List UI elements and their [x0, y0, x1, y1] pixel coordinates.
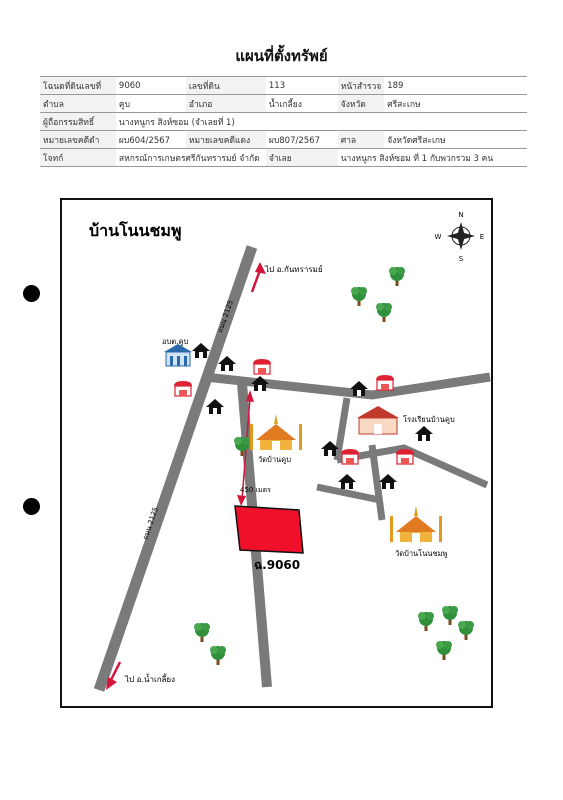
subdistrict-label: ตำบล [40, 95, 116, 113]
house-icon [192, 343, 210, 358]
shop-icon [341, 449, 359, 464]
black-case-value: ผบ604/2567 [116, 131, 186, 149]
tree-icon [436, 641, 452, 660]
defendant-label: จำเลย [266, 149, 338, 167]
survey-page-label: หน้าสำรวจ [338, 77, 384, 95]
house-icon [218, 356, 236, 371]
plaintiff-value: สหกรณ์การเกษตรศรีกันทรารมย์ จำกัด [116, 149, 266, 167]
village-name: บ้านโนนชมพู [89, 221, 182, 240]
punch-hole-upper [23, 285, 40, 302]
shop-icon [174, 381, 192, 396]
tree-icon [418, 612, 434, 631]
tree-icon [442, 606, 458, 625]
province-value: ศรีสะเกษ [384, 95, 527, 113]
plaintiff-label: โจทก์ [40, 149, 116, 167]
owner-value: นางหนูกร สิงห์ซอม (จำเลยที่ 1) [116, 113, 527, 131]
tree-icon [194, 623, 210, 642]
info-row-case [40, 131, 527, 149]
tree-icon [376, 303, 392, 322]
road-label-upper: ถนน 2125 [216, 299, 235, 334]
red-case-label: หมายเลขคดีแดง [186, 131, 266, 149]
house-icon [379, 474, 397, 489]
deed-no-label: โฉนดที่ดินเลขที่ [40, 77, 116, 95]
house-icon [338, 474, 356, 489]
info-row-location [40, 95, 527, 113]
school-icon [357, 406, 399, 434]
compass-w: W [434, 233, 442, 241]
survey-page-value: 189 [384, 77, 527, 95]
subdistrict-value: คูบ [116, 95, 186, 113]
punch-hole-lower [23, 498, 40, 515]
shop-icon [396, 449, 414, 464]
tree-icon [458, 621, 474, 640]
tree-icon [389, 267, 405, 286]
temple-nonchomphu-label: วัดบ้านโนนชมพู [395, 549, 448, 558]
tree-icon [210, 646, 226, 665]
court-value: จังหวัดศรีสะเกษ [384, 131, 527, 149]
location-map [60, 198, 493, 708]
land-no-label: เลขที่ดิน [186, 77, 266, 95]
province-label: จังหวัด [338, 95, 384, 113]
shop-icon [376, 375, 394, 390]
house-icon [206, 399, 224, 414]
sao-office-icon [164, 344, 192, 366]
district-label: อำเภอ [186, 95, 266, 113]
temple-khub-icon [250, 414, 302, 450]
property-info-table [40, 76, 527, 167]
temple-khub-label: วัดบ้านคูบ [258, 455, 291, 464]
document-title: แผนที่ตั้งทรัพย์ [235, 47, 328, 65]
black-case-label: หมายเลขคดีดำ [40, 131, 116, 149]
distance-label: 450 เมตร [240, 486, 271, 494]
land-no-value: 113 [266, 77, 338, 95]
info-row-deed [40, 77, 527, 95]
shop-icon [253, 359, 271, 374]
parcel-label: ฉ.9060 [254, 558, 301, 572]
map-canvas [62, 200, 495, 710]
info-row-parties [40, 149, 527, 167]
compass-e: E [479, 233, 485, 241]
red-case-value: ผบ807/2567 [266, 131, 338, 149]
to-kanthararom-label: ไป อ.กันทรารมย์ [265, 265, 323, 274]
road-label-lower: ถนน 2125 [141, 506, 160, 541]
house-icon [415, 426, 433, 441]
to-namkliang-label: ไป อ.น้ำเกลี้ยง [125, 675, 176, 684]
court-label: ศาล [338, 131, 384, 149]
compass-n: N [458, 211, 464, 219]
deed-no-value: 9060 [116, 77, 186, 95]
compass-rose-icon [435, 211, 485, 263]
sao-office-label: อบต.คูบ [162, 337, 189, 346]
school-label: โรงเรียนบ้านคูบ [403, 415, 455, 424]
district-value: น้ำเกลี้ยง [266, 95, 338, 113]
land-parcel-9060 [235, 506, 303, 553]
tree-icon [351, 287, 367, 306]
info-row-owner [40, 113, 527, 131]
temple-nonchomphu-icon [390, 506, 442, 542]
defendant-value: นางหนูกร สิงห์ซอม ที่ 1 กับพวกรวม 3 คน [338, 149, 527, 167]
compass-s: S [458, 255, 464, 263]
owner-label: ผู้ถือกรรมสิทธิ์ [40, 113, 116, 131]
